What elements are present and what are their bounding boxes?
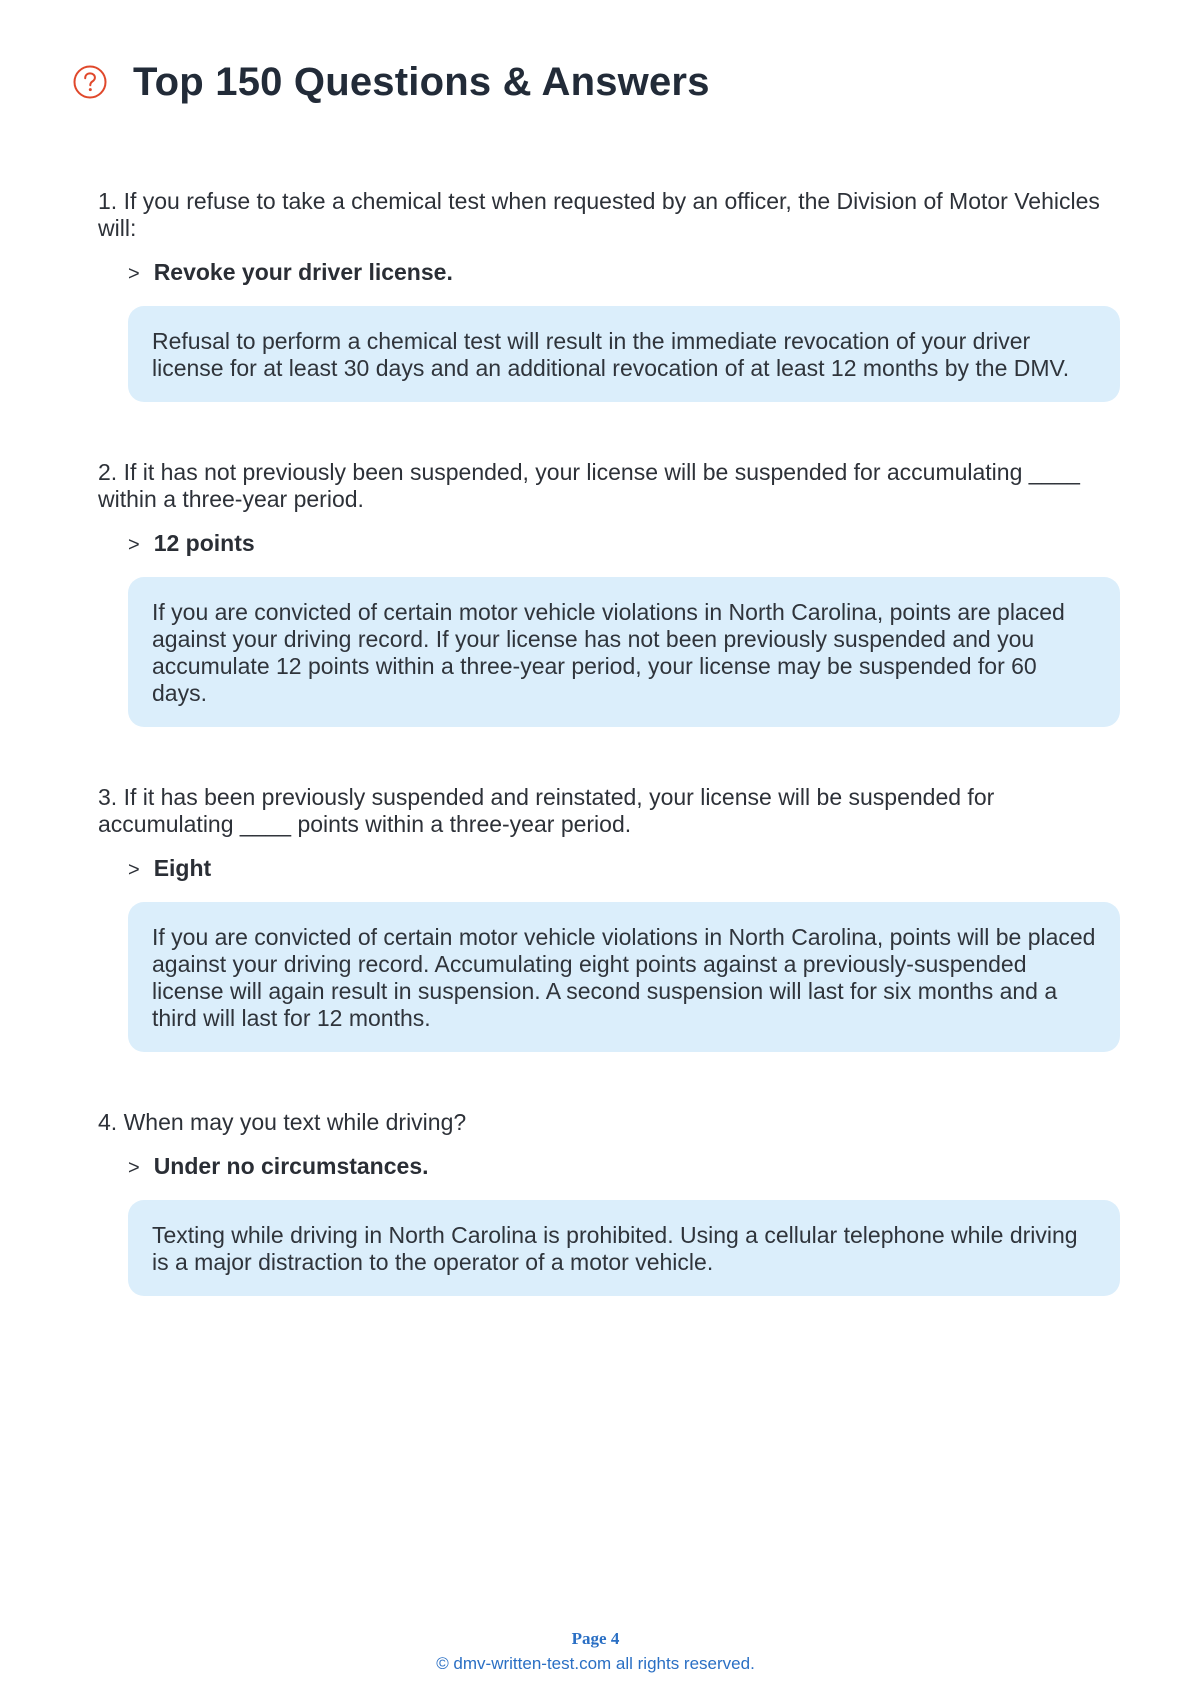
explanation-box: If you are convicted of certain motor vehicle violations in North Carolina, points will be placed against your driving record. Accumulating eight points against a previously-suspended license will again result in suspension. A second suspension will last for six months and a third will last for 12 months. [128, 902, 1120, 1052]
question-circle-icon [73, 65, 107, 99]
question-text: 2. If it has not previously been suspended, your license will be suspended for accumulating ____ within a three-year period. [98, 459, 1080, 512]
qa-item [98, 784, 1120, 1052]
qa-item [98, 1109, 1120, 1296]
answer-text: 12 points [153, 530, 255, 556]
question-text: 1. If you refuse to take a chemical test when requested by an officer, the Division of Motor Vehicles will: [98, 188, 1100, 241]
answer-line [128, 530, 1120, 559]
page-header [73, 62, 710, 102]
answer-line [128, 1153, 1120, 1182]
explanation-box: If you are convicted of certain motor vehicle violations in North Carolina, points are placed against your driving record. If your license has not been previously suspended and you accumulate 12 points within a three-year period, your license may be suspended for 60 days. [128, 577, 1120, 727]
answer-text: Revoke your driver license. [153, 259, 453, 285]
answer-arrow-icon: > [128, 1157, 140, 1179]
answer-arrow-icon: > [128, 263, 140, 285]
page-footer [0, 1628, 1191, 1675]
qa-item [98, 188, 1120, 402]
answer-line [128, 259, 1120, 288]
question-text: 3. If it has been previously suspended and reinstated, your license will be suspended for accumulating ____ points within a three-year period. [98, 784, 995, 837]
page-title: Top 150 Questions & Answers [133, 60, 710, 104]
qa-item [98, 459, 1120, 727]
answer-arrow-icon: > [128, 859, 140, 881]
copyright-text: © dmv-written-test.com all rights reserved. [436, 1654, 755, 1673]
question-text: 4. When may you text while driving? [98, 1109, 467, 1135]
answer-arrow-icon: > [128, 534, 140, 556]
page-number: Page 4 [571, 1629, 620, 1648]
answer-text: Eight [153, 855, 212, 881]
explanation-box: Texting while driving in North Carolina is prohibited. Using a cellular telephone while driving is a major distraction to the operator of a motor vehicle. [128, 1200, 1120, 1296]
answer-line [128, 855, 1120, 884]
answer-text: Under no circumstances. [153, 1153, 429, 1179]
qa-list [98, 188, 1120, 1353]
explanation-box: Refusal to perform a chemical test will result in the immediate revocation of your driver license for at least 30 days and an additional revocation of at least 12 months by the DMV. [128, 306, 1120, 402]
